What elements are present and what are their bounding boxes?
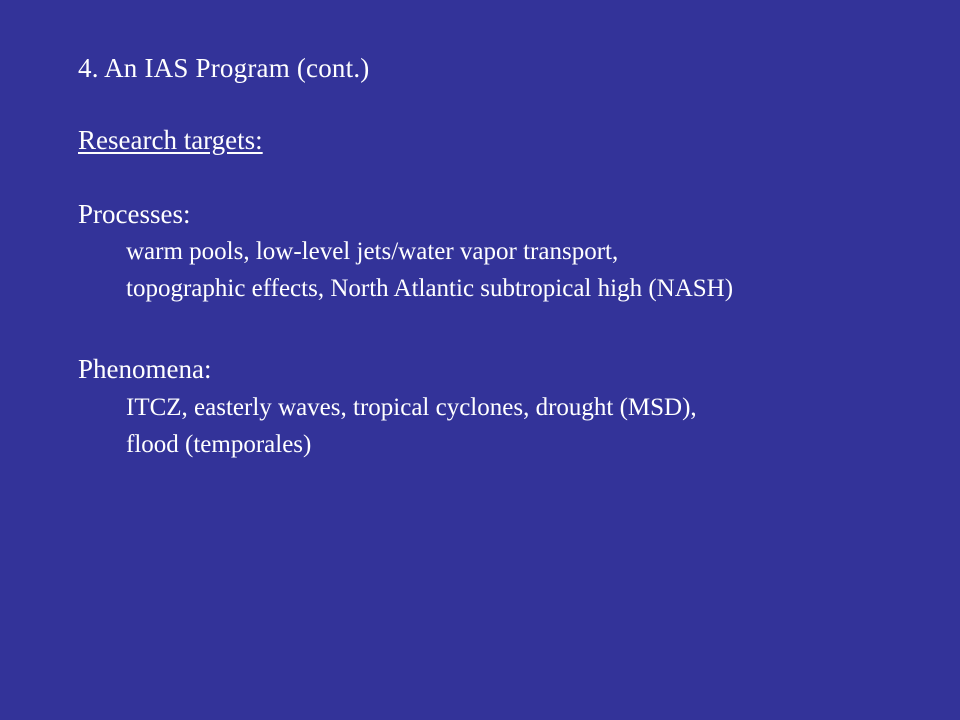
block-processes bbox=[78, 196, 890, 308]
block-line: topographic effects, North Atlantic subtropical high (NASH) bbox=[126, 274, 734, 302]
block-label-phenomena: Phenomena: bbox=[78, 354, 212, 385]
block-label-processes: Processes: bbox=[78, 198, 191, 229]
block-lines-processes bbox=[78, 234, 890, 308]
block-line: flood (temporales) bbox=[126, 430, 312, 458]
block-line: warm pools, low-level jets/water vapor transport, bbox=[126, 237, 619, 265]
block-spacer bbox=[78, 337, 890, 351]
section-heading: Research targets: bbox=[78, 124, 263, 155]
block-line: ITCZ, easterly waves, tropical cyclones, drought (MSD), bbox=[126, 393, 697, 421]
section-heading-wrapper bbox=[78, 124, 890, 196]
block-lines-phenomena bbox=[78, 390, 890, 464]
block-phenomena bbox=[78, 351, 890, 463]
page-title: 4. An IAS Program (cont.) bbox=[78, 53, 370, 83]
